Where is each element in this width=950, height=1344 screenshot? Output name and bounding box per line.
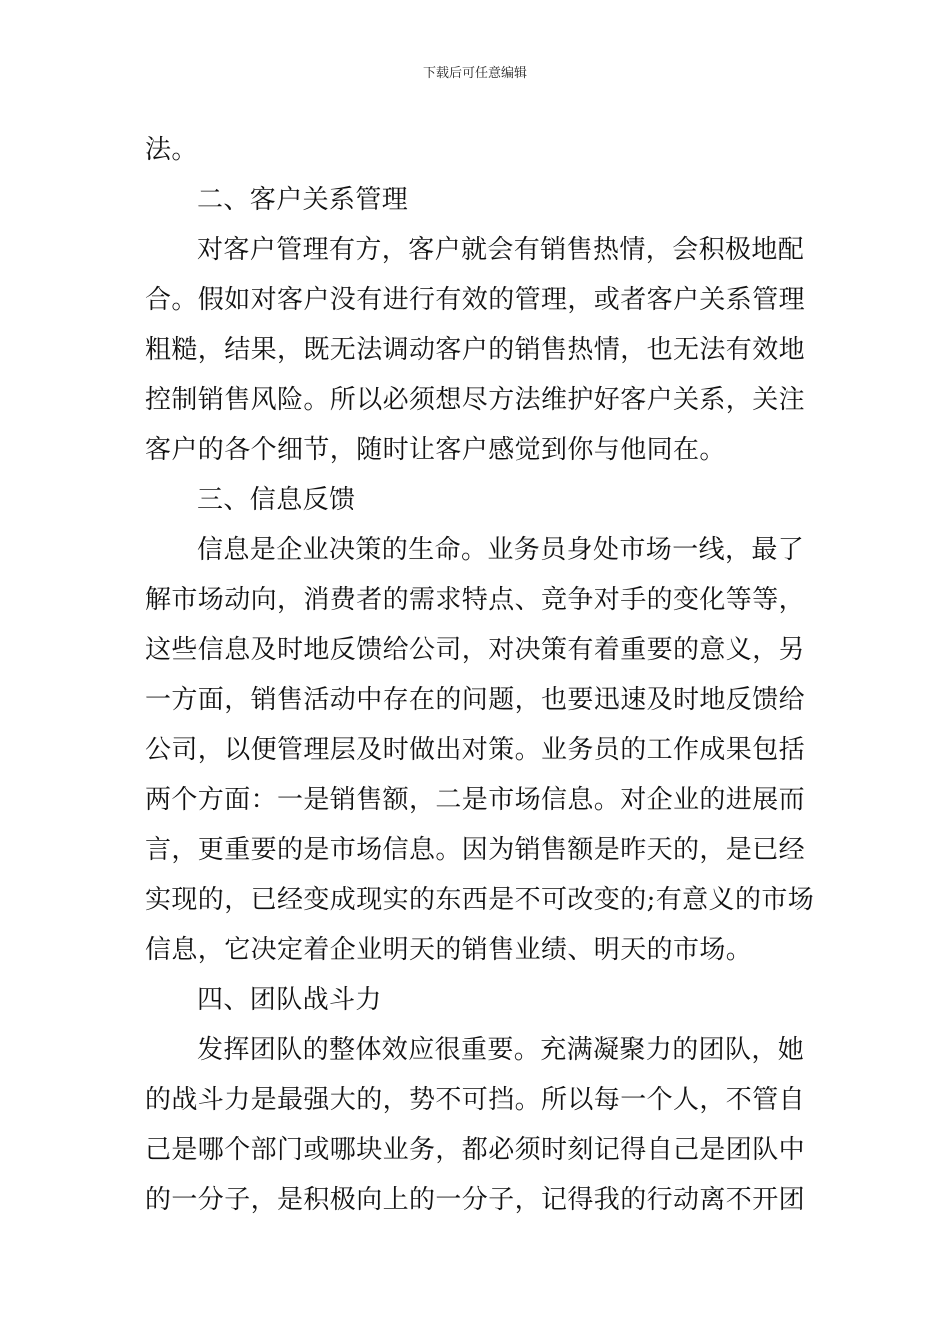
text-line-5: 粗糙，结果，既无法调动客户的销售热情，也无法有效地	[145, 335, 806, 365]
text-line-9: 信息是企业决策的生命。业务员身处市场一线，最了	[197, 535, 805, 565]
text-line-7: 客户的各个细节，随时让客户感觉到你与他同在。	[145, 435, 726, 465]
section-heading-customer-relations: 二、客户关系管理	[197, 185, 409, 215]
section-heading-team-strength: 四、团队战斗力	[197, 985, 382, 1015]
text-line-10: 解市场动向，消费者的需求特点、竞争对手的变化等等，	[145, 585, 806, 615]
text-line-11: 这些信息及时地反馈给公司，对决策有着重要的意义，另	[145, 635, 806, 665]
text-line-12: 一方面，销售活动中存在的问题，也要迅速及时地反馈给	[145, 685, 806, 715]
text-line-22: 的一分子，是积极向上的一分子，记得我的行动离不开团	[145, 1185, 806, 1215]
page-header: 下载后可任意编辑	[422, 66, 527, 81]
text-line-6: 控制销售风险。所以必须想尽方法维护好客户关系，关注	[145, 385, 806, 415]
text-line-1: 法。	[145, 135, 198, 165]
section-heading-info-feedback: 三、信息反馈	[197, 485, 356, 515]
text-line-20: 的战斗力是最强大的，势不可挡。所以每一个人，不管自	[145, 1085, 806, 1115]
text-line-21: 己是哪个部门或哪块业务，都必须时刻记得自己是团队中	[145, 1135, 806, 1165]
document-body	[145, 125, 815, 1225]
text-line-16: 实现的，已经变成现实的东西是不可改变的;有意义的市场	[145, 885, 815, 915]
text-line-17: 信息，它决定着企业明天的销售业绩、明天的市场。	[145, 935, 753, 965]
text-line-14: 两个方面：一是销售额，二是市场信息。对企业的进展而	[145, 785, 806, 815]
text-line-3: 对客户管理有方，客户就会有销售热情，会积极地配	[197, 235, 805, 265]
text-line-19: 发挥团队的整体效应很重要。充满凝聚力的团队，她	[197, 1035, 805, 1065]
text-line-13: 公司，以便管理层及时做出对策。业务员的工作成果包括	[145, 735, 806, 765]
text-line-15: 言，更重要的是市场信息。因为销售额是昨天的，是已经	[145, 835, 806, 865]
text-line-4: 合。假如对客户没有进行有效的管理，或者客户关系管理	[145, 285, 806, 315]
